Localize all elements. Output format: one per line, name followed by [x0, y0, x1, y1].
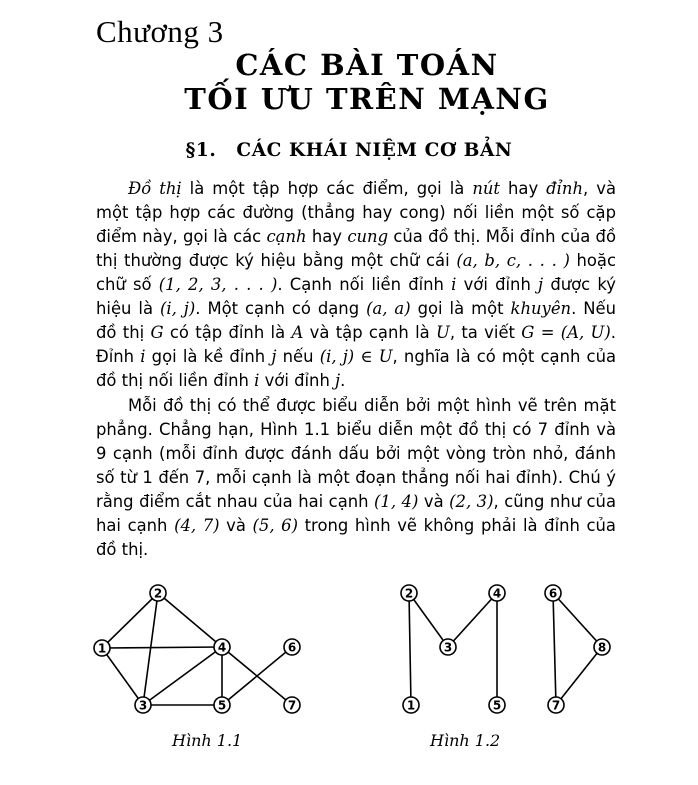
text-run: và	[219, 516, 253, 535]
term-do-thi: Đồ thị	[128, 179, 182, 198]
math-edge-14: (1, 4)	[374, 492, 419, 511]
text-run: , cũng như của hai cạnh	[96, 492, 616, 535]
node-label-1: 1	[97, 641, 107, 656]
math-i: i	[451, 275, 457, 294]
math-G: G	[150, 323, 164, 342]
section-title: CÁC KHÁI NIỆM CƠ BẢN	[236, 140, 513, 161]
edge-6-7	[553, 593, 556, 705]
edge-2-3	[143, 593, 158, 705]
text-run: hay	[306, 227, 348, 246]
text-run: , ta viết	[449, 323, 522, 342]
math-digits: (1, 2, 3, . . . )	[158, 275, 278, 294]
text-run: với đỉnh	[456, 275, 539, 294]
node-label-7: 7	[287, 698, 297, 713]
math-edge-47: (4, 7)	[174, 516, 220, 535]
node-label-8: 8	[597, 640, 607, 655]
term-canh: cạnh	[266, 227, 307, 246]
text-run: . Một cạnh có dạng	[195, 299, 367, 318]
text-run: có tập đỉnh là	[163, 323, 292, 342]
node-label-1: 1	[406, 698, 416, 713]
edge-1-3	[102, 648, 143, 705]
figure-1-graph	[94, 585, 300, 713]
math-j: j	[538, 275, 544, 294]
math-letters: (a, b, c, . . . )	[456, 251, 570, 270]
edge-1-4	[102, 647, 222, 648]
text-run: gọi là kề đỉnh	[145, 347, 272, 366]
text-run: và	[418, 492, 450, 511]
edge-1-2	[102, 593, 158, 648]
paragraph-figure-description	[96, 394, 616, 562]
math-ij-in-U: (i, j) ∈ U	[319, 347, 393, 366]
math-j: j	[271, 347, 277, 366]
text-run: của đồ thị. Mỗi đỉnh của đồ thị thường được ký hiệu bằng một chữ cái	[96, 227, 616, 270]
text-run: Mỗi đồ thị có thể được biểu diễn bởi một hình vẽ trên mặt phẳng. Chẳng hạn, Hình 1.1 biểu diễn một đồ thị có 7 đỉnh và 9 cạnh (mỗi đỉnh được đánh dấu bởi một vòng tròn nhỏ, đánh số từ 1 đến 7, mỗi cạnh là một đoạn thẳng nối hai đỉnh). Chú ý rằng điểm cắt nhau của hai cạnh	[96, 396, 616, 511]
node-label-6: 6	[287, 640, 297, 655]
text-run: . Cạnh nối liền đỉnh	[277, 275, 452, 294]
edge-2-4	[158, 593, 222, 647]
text-run: .	[340, 371, 346, 390]
math-i: i	[254, 371, 260, 390]
term-nut: nút	[472, 179, 501, 198]
math-edge-23: (2, 3)	[449, 492, 494, 511]
math-U: U	[436, 323, 450, 342]
text-run: với đỉnh	[259, 371, 336, 390]
text-run: , nghĩa là có một cạnh của đồ thị nối liền đỉnh	[96, 347, 616, 390]
node-label-4: 4	[492, 586, 502, 601]
edge-2-3	[409, 593, 448, 647]
node-label-3: 3	[138, 698, 148, 713]
text-run: được ký hiệu là	[96, 275, 616, 318]
edge-7-8	[556, 647, 602, 705]
text-run: hoặc chữ số	[96, 251, 616, 294]
text-run: và tập cạnh là	[303, 323, 437, 342]
math-j: j	[335, 371, 341, 390]
node-label-4: 4	[217, 640, 227, 655]
chapter-label: Chương 3	[96, 14, 224, 49]
text-run: gọi là một	[410, 299, 511, 318]
edge-1-2	[409, 593, 411, 705]
math-loop-aa: (a, a)	[366, 299, 411, 318]
figure-2-graph	[401, 585, 610, 713]
figure-1-caption: Hình 1.1	[172, 731, 243, 750]
edge-3-4	[448, 593, 497, 647]
node-label-2: 2	[153, 586, 163, 601]
text-run: , và một tập hợp các đường (thẳng hay cong) nối liền một số cặp điểm này, gọi là các	[96, 179, 616, 246]
node-label-5: 5	[492, 698, 502, 713]
text-run: hay	[500, 179, 547, 198]
text-run: trong hình vẽ không phải là đỉnh của đồ thị.	[96, 516, 616, 559]
figures-area	[0, 575, 698, 785]
text-run: nếu	[276, 347, 320, 366]
edge-6-8	[553, 593, 602, 647]
math-A: A	[291, 323, 304, 342]
term-cung: cung	[347, 227, 389, 246]
term-dinh: đỉnh	[546, 179, 584, 198]
chapter-title-line-1: CÁC BÀI TOÁN	[235, 48, 499, 82]
term-khuyen: khuyên	[510, 299, 572, 318]
section-heading	[0, 140, 698, 161]
text-run: . Đỉnh	[96, 323, 616, 366]
edge-3-4	[143, 647, 222, 705]
node-label-5: 5	[217, 698, 227, 713]
math-G-equals: G = (A, U)	[521, 323, 611, 342]
node-label-6: 6	[548, 586, 558, 601]
figure-graphs	[0, 575, 698, 735]
text-run: là một tập hợp các điểm, gọi là	[181, 179, 473, 198]
chapter-title-line-2: TỐI ƯU TRÊN MẠNG	[184, 82, 550, 116]
node-label-7: 7	[551, 698, 561, 713]
section-number: §1.	[185, 140, 217, 161]
node-label-3: 3	[443, 640, 453, 655]
node-label-2: 2	[404, 586, 414, 601]
math-edge-56: (5, 6)	[252, 516, 299, 535]
text-run: . Nếu đồ thị	[96, 299, 616, 342]
figure-2-caption: Hình 1.2	[430, 731, 501, 750]
paragraph-definitions	[96, 177, 616, 393]
math-edge-ij: (i, j)	[159, 299, 196, 318]
math-i: i	[140, 347, 146, 366]
